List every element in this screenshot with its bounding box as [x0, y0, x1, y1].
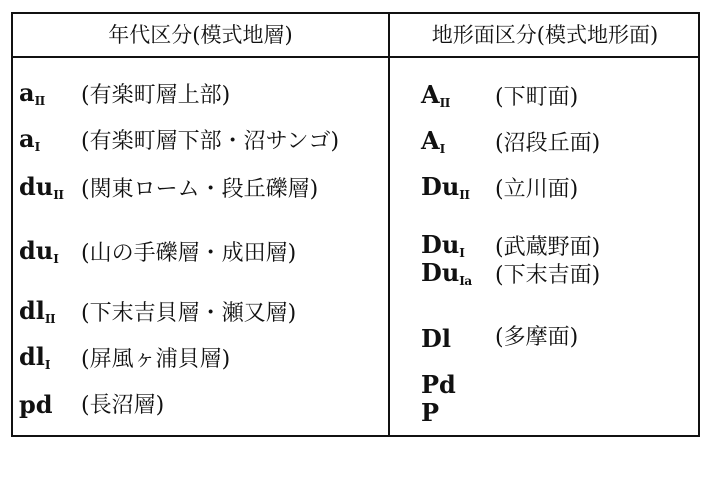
landform-description: (武蔵野面): [495, 235, 601, 260]
landform-code: $A_{II}$: [421, 80, 450, 110]
unit-description: (屏風ヶ浦貝層): [81, 347, 231, 372]
unit-description: (有楽町層上部): [81, 83, 231, 108]
landform-code: Dl: [421, 324, 451, 353]
header-divider: [13, 56, 698, 58]
column-divider: [388, 14, 390, 435]
unit-description: (下末吉貝層・瀬又層): [81, 301, 297, 326]
unit-code: $du_I$: [19, 236, 59, 266]
unit-code: $a_{II}$: [19, 78, 45, 108]
header-age-division: 年代区分(模式地層): [108, 23, 293, 47]
header-landform-division: 地形面区分(模式地形面): [431, 23, 659, 47]
landform-code: $A_I$: [421, 126, 445, 156]
landform-code: P: [421, 398, 440, 427]
unit-description: (関東ローム・段丘礫層): [81, 177, 319, 202]
unit-code: $dl_{II}$: [19, 296, 56, 326]
unit-code: $dl_I$: [19, 342, 51, 372]
landform-code: $Du_I$: [421, 230, 465, 260]
unit-description: (長沼層): [81, 393, 165, 418]
unit-description: (山の手礫層・成田層): [81, 241, 297, 266]
unit-code: $du_{II}$: [19, 172, 64, 202]
unit-code: pd: [19, 390, 53, 419]
stratigraphy-table: [11, 12, 700, 437]
unit-code: $a_I$: [19, 124, 40, 154]
landform-description: (下末吉面): [495, 263, 601, 288]
landform-code: $Du_{Ia}$: [421, 258, 472, 288]
landform-description: (沼段丘面): [495, 131, 601, 156]
landform-description: (立川面): [495, 177, 579, 202]
unit-description: (有楽町層下部・沼サンゴ): [81, 129, 340, 154]
landform-description: (下町面): [495, 85, 579, 110]
landform-code: $Du_{II}$: [421, 172, 470, 202]
landform-code: Pd: [421, 370, 456, 399]
landform-description: (多摩面): [495, 325, 579, 350]
